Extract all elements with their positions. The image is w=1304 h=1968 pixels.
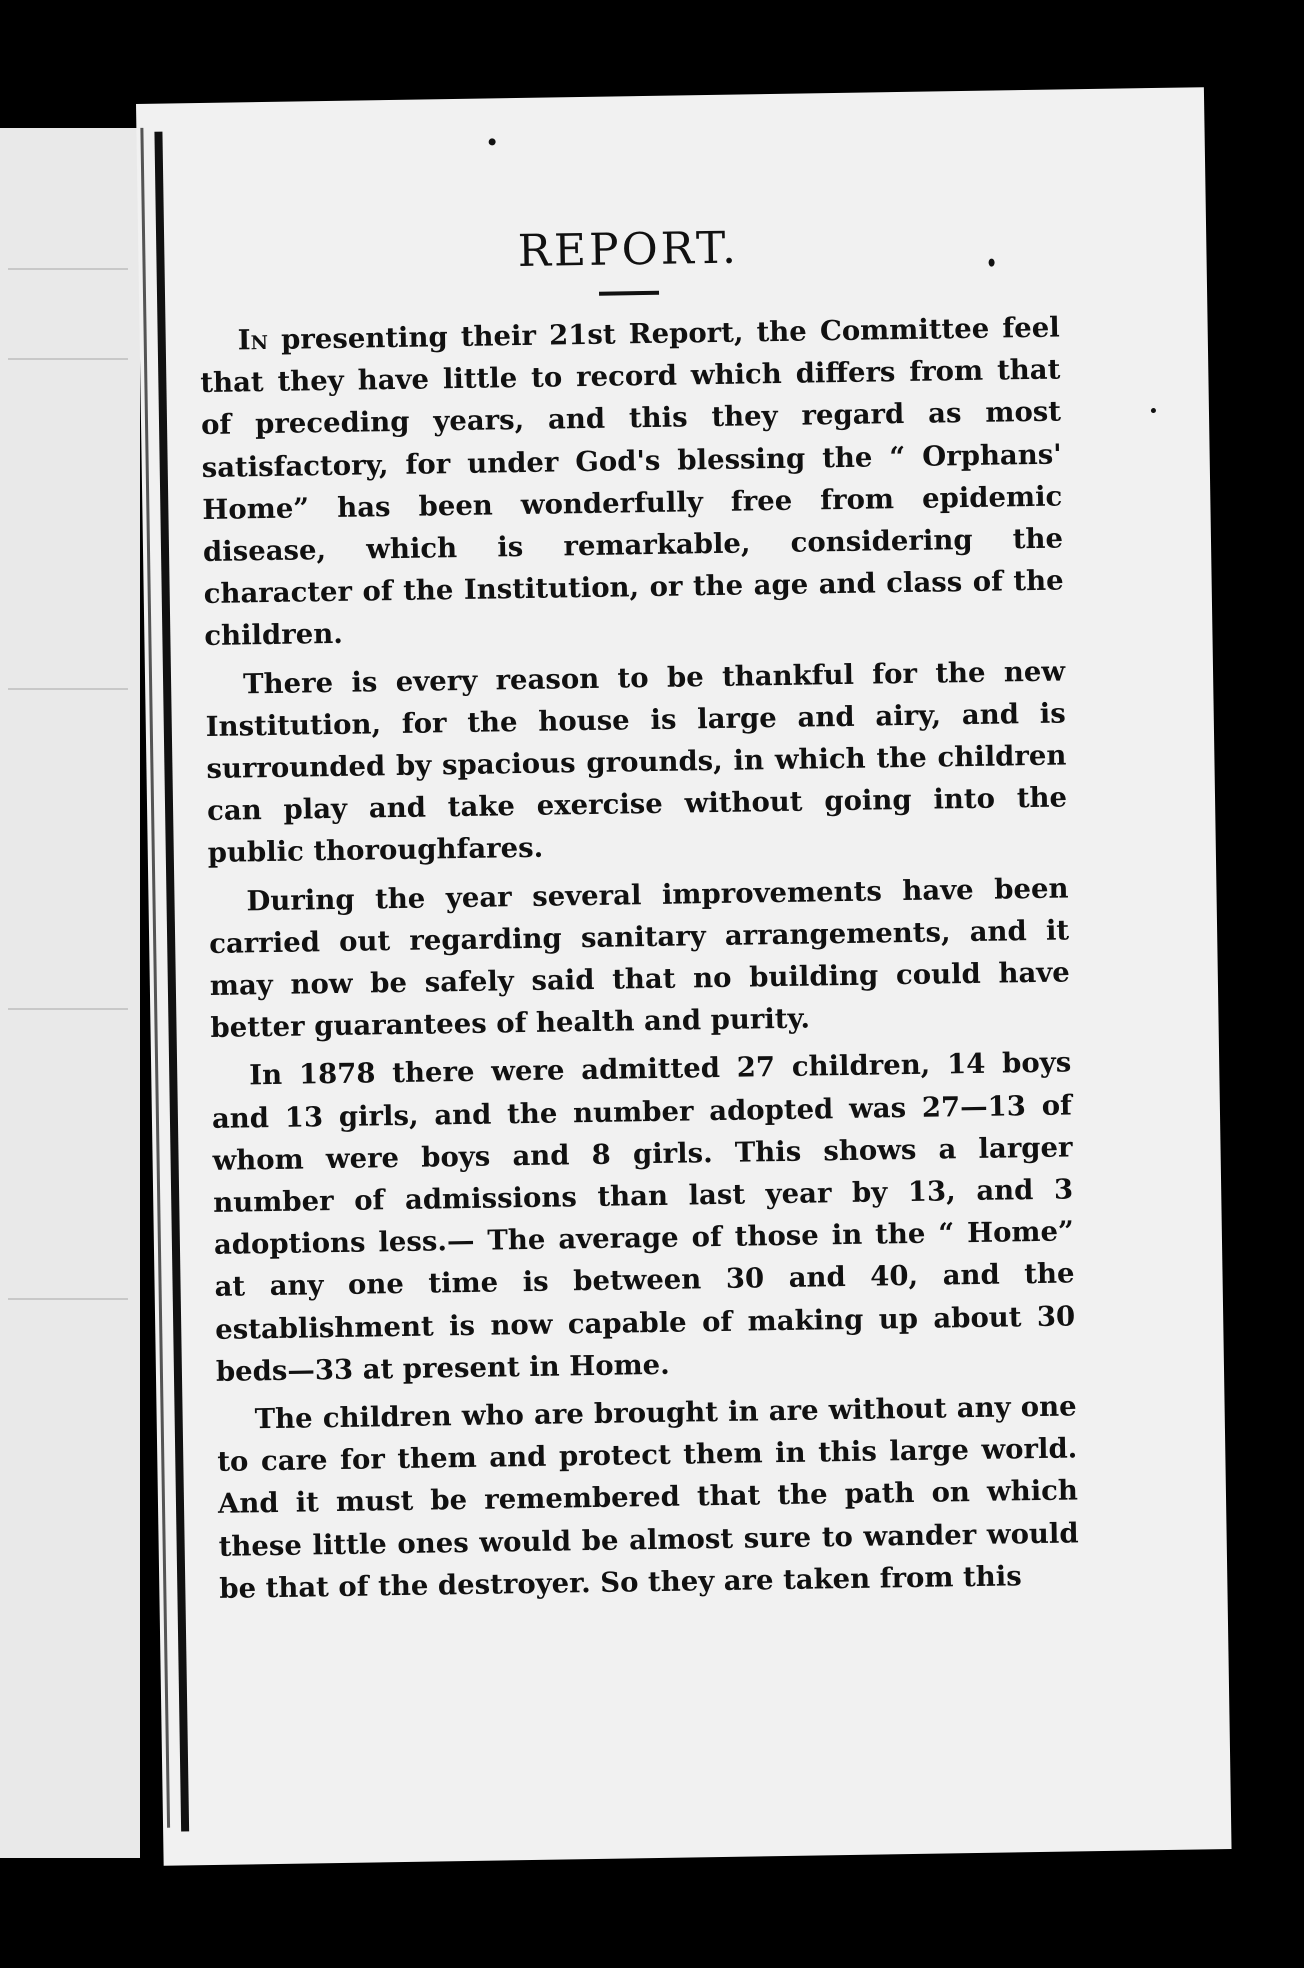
paragraph-1-text: presenting their 21st Report, the Committee feel that they have little to record which differs from that of preceding years, and this they regard as most satisfactory, for under God's blessing the “ Orphans' Home” has been wonderfully free from epidemic disease, which is remarkable, considering the character of the Institution, or the age and class of the children. [200, 311, 1064, 653]
page-gutter [154, 132, 189, 1832]
bleed-line [8, 358, 128, 360]
previous-page-edge [0, 128, 140, 1858]
paragraph-5: The children who are brought in are without any one to care for them and protect them in this large world. And it must be remembered that the path on which these little ones would be almost sure to wander would be that of the destroyer. So they are taken from this [217, 1390, 1079, 1605]
ink-speck [489, 138, 496, 145]
paragraph-3: During the year several improvements have been carried out regarding sanitary arrangements, and it may now be safely said that no building could have better guarantees of health and purity. [208, 872, 1071, 1045]
bleed-line [8, 688, 128, 690]
report-title: REPORT. [517, 222, 740, 278]
bleed-line [8, 1298, 128, 1300]
paragraph-1-lead: In [237, 323, 269, 357]
paragraph-1 [199, 307, 1064, 658]
paragraph-2: There is every reason to be thankful for the new Institution, for the house is large and airy, and is surrounded by spacious grounds, in which the children can play and take exercise without going into the public thoroughfares. [205, 655, 1068, 870]
report-text [198, 218, 1080, 1616]
paragraph-4: In 1878 there were admitted 27 children, 14 boys and 13 girls, and the number adopted was 27—13 of whom were boys and 8 girls. This shows a larger number of admissions than last year by 13, and 3 adoptions less.— The average of those in the “ Home” at any one time is between 30 and 40, and the establishment is now capable of making up about 30 beds—33 at present in Home. [211, 1046, 1076, 1388]
ink-speck [1151, 408, 1156, 413]
report-page [136, 87, 1232, 1866]
title-rule [599, 291, 659, 296]
bleed-line [8, 1008, 128, 1010]
bleed-line [8, 268, 128, 270]
